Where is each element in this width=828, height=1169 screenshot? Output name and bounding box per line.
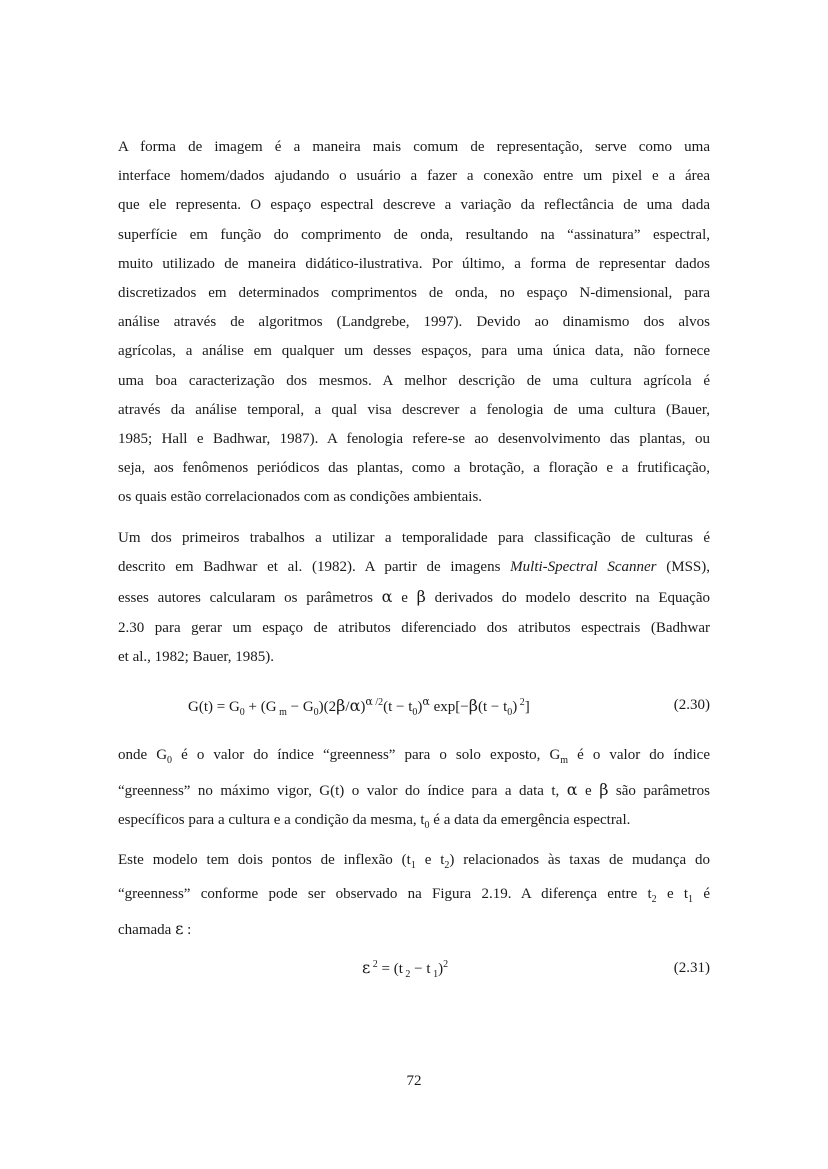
text-segment: são parâmetros bbox=[608, 783, 710, 800]
text-segment: e bbox=[577, 783, 600, 800]
text-line: 1985; Hall e Badhwar, 1987). A fenologia refere-se ao desenvolvimento das plantas, ou bbox=[118, 431, 710, 448]
text-segment: esses autores calcularam os parâmetros bbox=[118, 590, 382, 607]
paragraph-2 bbox=[118, 524, 710, 672]
text-segment: e bbox=[392, 590, 417, 607]
text-line: superfície em função do comprimento de onda, resultando na “assinatura” espectral, bbox=[118, 226, 710, 243]
text-line: através da análise temporal, a qual visa descrever a fenologia de uma cultura (Bauer, bbox=[118, 401, 710, 418]
text-segment: e t bbox=[415, 852, 445, 868]
text-segment: é o valor do índice bbox=[568, 747, 710, 763]
text-line: “greenness” conforme pode ser observado na Figura 2.19. A diferença entre $t_2$ e $t_1$ é bbox=[118, 886, 710, 906]
text-segment: específicos para a cultura e a condição da mesma, t bbox=[118, 812, 425, 829]
text-segment: “greenness” conforme pode ser observado na Figura 2.19. A diferença entre t bbox=[118, 886, 652, 903]
text-segment: é bbox=[693, 886, 710, 903]
text-segment: é o valor do índice “greenness” para o solo exposto, G bbox=[172, 747, 561, 763]
text-segment: Este modelo tem dois pontos de inflexão (t bbox=[118, 852, 411, 868]
equation-number: (2.30) bbox=[673, 697, 710, 713]
text-line: Um dos primeiros trabalhos a utilizar a temporalidade para classificação de culturas é bbox=[118, 530, 710, 546]
beta-symbol: β bbox=[416, 587, 426, 607]
text-line: muito utilizado de maneira didático-ilustrativa. Por último, a forma de representar dados bbox=[118, 255, 710, 272]
text-line: interface homem/dados ajudando o usuário a fazer a conexão entre um pixel e a área bbox=[118, 168, 710, 185]
text-segment: chamada bbox=[118, 922, 176, 939]
text-line: discretizados em determinados comprimentos de onda, no espaço N-dimensional, para bbox=[118, 285, 710, 302]
text-segment: e t bbox=[656, 886, 689, 903]
text-segment: ) relacionados às taxas de mudança do bbox=[449, 852, 710, 868]
text-segment: onde G bbox=[118, 747, 168, 763]
text-segment: descrito em Badhwar et al. (1982). A partir de imagens bbox=[118, 559, 511, 576]
text-line: chamada ε : bbox=[118, 919, 192, 939]
text-segment: “greenness” no máximo vigor, G(t) o valor do índice para a data t, bbox=[118, 783, 567, 800]
text-line: específicos para a cultura e a condição da mesma, $t_0$ é a data da emergência espectral. bbox=[118, 812, 631, 832]
italic-term: Multi-Spectral Scanner bbox=[510, 559, 657, 576]
paragraph-3 bbox=[118, 741, 710, 841]
text-segment: é a data da emergência espectral. bbox=[429, 812, 631, 829]
text-line: A forma de imagem é a maneira mais comum de representação, serve como uma bbox=[118, 139, 710, 155]
epsilon-symbol: ε bbox=[175, 919, 184, 939]
page-number: 72 bbox=[406, 1073, 422, 1089]
text-line: Este modelo tem dois pontos de inflexão ($t_1$ e $t_2$) relacionados às taxas de mudança do bbox=[118, 852, 710, 871]
text-line: agrícolas, a análise em qualquer um desses espaços, para uma única data, não fornece bbox=[118, 343, 710, 360]
text-line: 2.30 para gerar um espaço de atributos diferenciado dos atributos espectrais (Badhwar bbox=[118, 619, 710, 636]
text-line: seja, aos fenômenos periódicos das plantas, como a brotação, a floração e a frutificação, bbox=[118, 460, 710, 477]
text-line: análise através de algoritmos (Landgrebe, 1997). Devido ao dinamismo dos alvos bbox=[118, 314, 710, 331]
paragraph-1 bbox=[118, 133, 710, 513]
text-line: et al., 1982; Bauer, 1985). bbox=[118, 648, 275, 665]
text-segment: (MSS), bbox=[656, 559, 711, 576]
alpha-symbol: α bbox=[566, 780, 578, 800]
text-line: uma boa caracterização dos mesmos. A melhor descrição de uma cultura agrícola é bbox=[118, 372, 710, 389]
text-line: os quais estão correlacionados com as condições ambientais. bbox=[118, 489, 483, 506]
alpha-symbol: α bbox=[381, 587, 393, 607]
text-line: que ele representa. O espaço espectral descreve a variação da reflectância de uma dada bbox=[118, 197, 710, 214]
equation-2-31: ε $^2$ = (t $_2$ − t $_1$)$^2$ bbox=[362, 958, 449, 980]
text-segment: derivados do modelo descrito na Equação bbox=[425, 590, 710, 607]
text-line bbox=[118, 553, 710, 582]
beta-symbol: β bbox=[599, 780, 609, 800]
paragraph-4 bbox=[118, 846, 710, 946]
text-line bbox=[118, 775, 710, 806]
equation-2-30: $G(t) = G_0 + (G$ $_m - G_0)(2\beta/\alpha)^{\alpha /2}(t - t_0)^\alpha$ $\exp[-\beta(t - t_0)$ $^2$] bbox=[188, 695, 530, 718]
equation-number: (2.31) bbox=[673, 960, 710, 976]
text-line bbox=[118, 582, 710, 613]
text-line: onde $G_0$ é o valor do índice “greenness” para o solo exposto, $G_m$ é o valor do índice bbox=[118, 747, 710, 766]
